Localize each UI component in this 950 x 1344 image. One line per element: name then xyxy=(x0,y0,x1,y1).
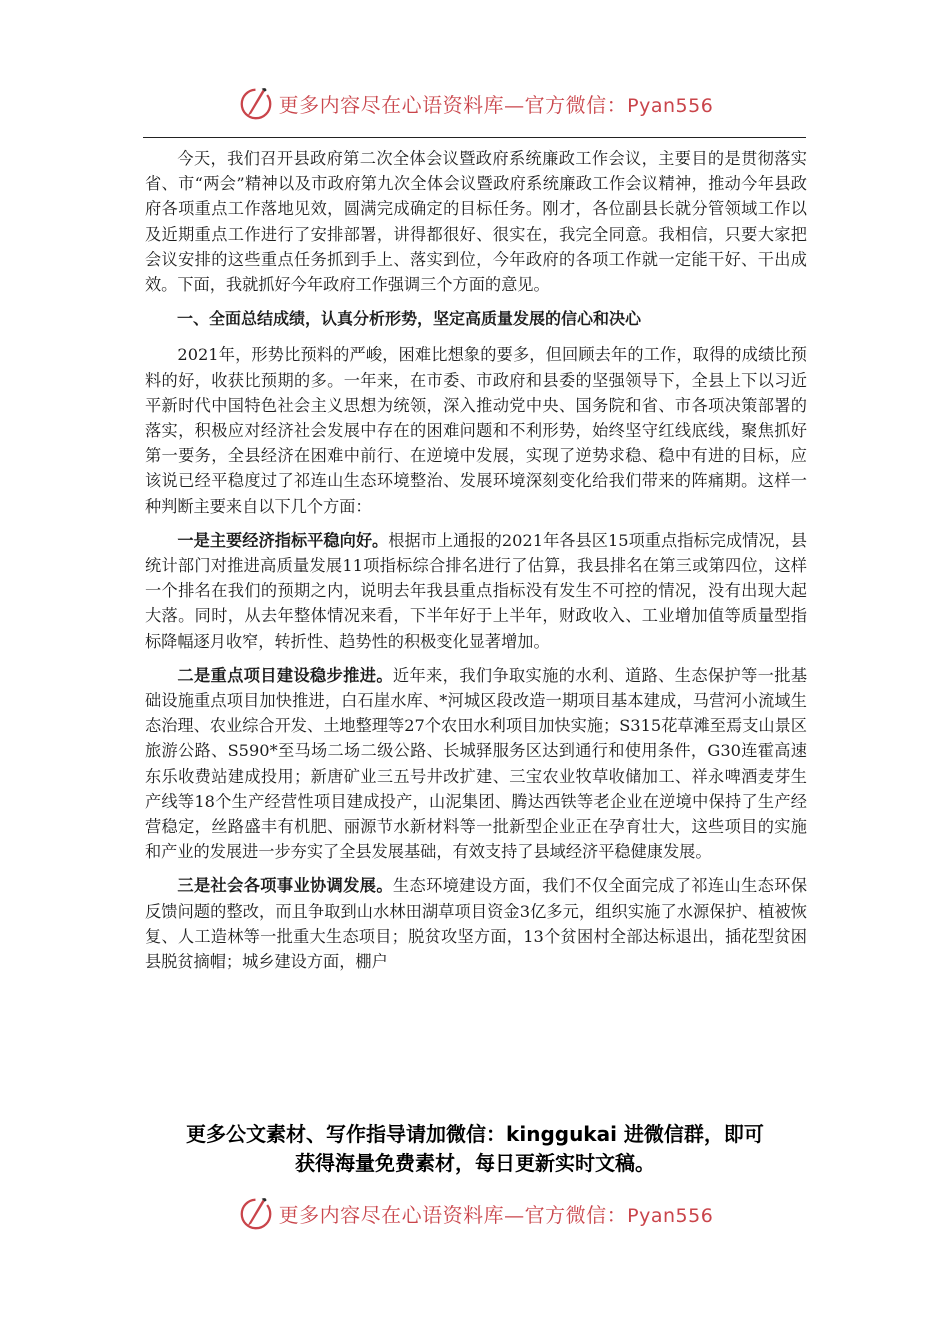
point-3-lead: 三是社会各项事业协调发展。 xyxy=(177,876,393,896)
footer-banner xyxy=(0,1188,950,1238)
point-3-text: 生态环境建设方面，我们不仅全面完成了祁连山生态环保反馈问题的整改，而且争取到山水林田湖草项目资金3亿多元，组织实施了水源保护、植被恢复、人工造林等一批重大生态项目；脱贫攻坚方面，13个贫困村全部达标退出，插花型贫困县脱贫摘帽；城乡建设方面，棚户 xyxy=(145,876,808,972)
section-intro-paragraph: 2021年，形势比预料的严峻，困难比想象的要多，但回顾去年的工作，取得的成绩比预料的好，收获比预期的多。一年来，在市委、市政府和县委的坚强领导下，全县上下以习近平新时代中国特色社会主义思想为统领，深入推动党中央、国务院和省、市各项决策部署的落实，积极应对经济社会发展中存在的困难问题和不利形势，始终坚守红线底线，聚焦抓好第一要务，全县经济在困难中前行、在逆境中发展，实现了逆势求稳、稳中有进的目标，应该说已经平稳度过了祁连山生态环境整治、发展环境深刻变化给我们带来的阵痛期。这样一种判断主要来自以下几个方面： xyxy=(145,345,807,516)
point-1-paragraph xyxy=(145,528,807,654)
intro-paragraph: 今天，我们召开县政府第二次全体会议暨政府系统廉政工作会议，主要目的是贯彻落实省、市“两会”精神以及市政府第九次全体会议暨政府系统廉政工作会议精神，推动今年县政府各项重点工作落地见效，圆满完成确定的目标任务。刚才，各位副县长就分管领域工作以及近期重点工作进行了安排部署，讲得都很好、很实在，我完全同意。我相信，只要大家把会议安排的这些重点任务抓到手上、落实到位，今年政府的各项工作就一定能干好、干出成效。下面，我就抓好今年政府工作强调三个方面的意见。 xyxy=(145,149,807,295)
promo-line-2: 获得海量免费素材，每日更新实时文稿。 xyxy=(295,1151,655,1175)
pen-logo-icon xyxy=(237,84,275,122)
footer-banner-text: 更多内容尽在心语资料库—官方微信：Pyan556 xyxy=(278,1202,714,1227)
point-1-lead: 一是主要经济指标平稳向好。 xyxy=(177,530,389,550)
footer-wechat-id: Pyan556 xyxy=(627,1204,714,1227)
document-body xyxy=(145,146,807,983)
pen-logo-icon xyxy=(237,1194,275,1232)
point-1-text: 根据市上通报的2021年各县区15项重点指标完成情况，县统计部门对推进高质量发展11项指标综合排名进行了估算，我县排名在第三或第四位，这样一个排名在我们的预期之内，说明去年我县重点指标没有发生不可控的情况，没有出现大起大落。同时，从去年整体情况来看，下半年好于上半年，财政收入、工业增加值等质量型指标降幅逐月收窄，转折性、趋势性的积极变化显著增加。 xyxy=(145,530,807,651)
point-2-paragraph xyxy=(145,663,807,865)
header-wechat-id: Pyan556 xyxy=(627,94,714,117)
promo-text xyxy=(120,1120,830,1178)
point-2-lead: 二是重点项目建设稳步推进。 xyxy=(177,665,393,685)
header-banner-text: 更多内容尽在心语资料库—官方微信：Pyan556 xyxy=(278,92,714,117)
point-3-paragraph xyxy=(145,873,807,974)
header-banner xyxy=(0,78,950,128)
header-divider xyxy=(143,137,806,138)
point-2-text: 近年来，我们争取实施的水利、道路、生态保护等一批基础设施重点项目加快推进，白石崖水库、*河城区段改造一期项目基本建成，马营河小流域生态治理、农业综合开发、土地整理等27个农田水利项目加快实施；S315花草滩至焉支山景区旅游公路、S590*至马场二场二级公路、长城驿服务区达到通行和使用条件，G30连霍高速东乐收费站建成投用；新唐矿业三五号井改扩建、三宝农业牧草收储加工、祥永啤酒麦芽生产线等18个生产经营性项目建成投产，山泥集团、腾达西铁等老企业在逆境中保持了生产经营稳定，丝路盛丰有机肥、丽源节水新材料等一批新型企业正在孕育壮大，这些项目的实施和产业的发展进一步夯实了全县发展基础，有效支持了县域经济平稳健康发展。 xyxy=(145,665,808,862)
section-heading: 一、全面总结成绩，认真分析形势，坚定高质量发展的信心和决心 xyxy=(177,309,642,329)
promo-line-1: 更多公文素材、写作指导请加微信：kinggukai 进微信群，即可 xyxy=(186,1122,764,1146)
